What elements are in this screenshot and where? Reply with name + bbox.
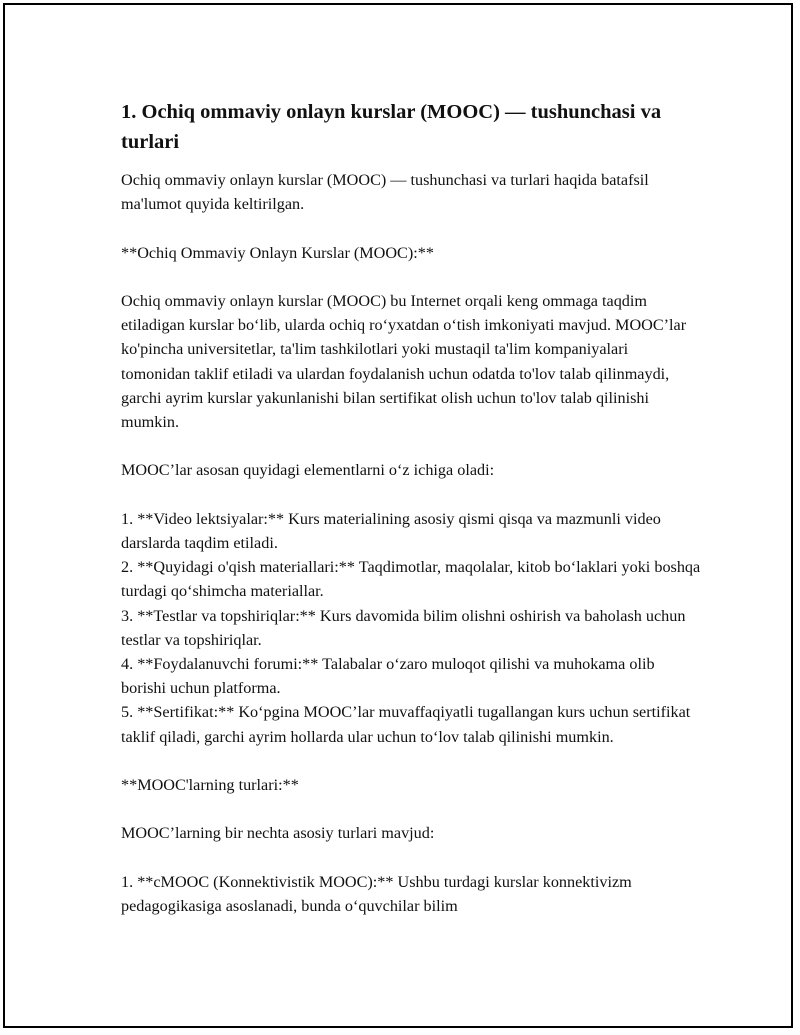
list-item-tests: 3. **Testlar va topshiriqlar:** Kurs davomida bilim olishni oshirish va baholash uchun testlar va topshiriqlar. xyxy=(121,606,690,649)
paragraph-spacer xyxy=(121,265,701,289)
section-heading: 1. Ochiq ommaviy onlayn kurslar (MOOC) — tushunchasi va turlari xyxy=(121,101,662,153)
paragraph-spacer xyxy=(121,216,701,240)
paragraph-spacer xyxy=(121,846,701,870)
paragraph-spacer xyxy=(121,434,701,458)
paragraph-spacer xyxy=(121,483,701,507)
list-item-reading: 2. **Quyidagi o'qish materiallari:** Taqdimotlar, maqolalar, kitob bo‘laklari yoki boshqa turdagi qo‘shimcha materiallar. xyxy=(121,558,705,601)
types-intro-paragraph: MOOC’larning bir nechta asosiy turlari mavjud: xyxy=(121,824,435,843)
list-item-certificate: 5. **Sertifikat:** Ko‘pgina MOOC’lar muvaffaqiyatli tugallangan kurs uchun sertifikat taklif qiladi, garchi ayrim hollarda ular uchun to‘lov talab qilinishi mumkin. xyxy=(121,703,695,746)
paragraph-spacer xyxy=(121,749,701,773)
document-page xyxy=(3,3,793,1028)
list-item-forum: 4. **Foydalanuvchi forumi:** Talabalar o‘zaro muloqot qilishi va muhokama olib borishi uchun platforma. xyxy=(121,655,659,698)
mooc-subheading: **Ochiq Ommaviy Onlayn Kurslar (MOOC):** xyxy=(121,243,434,262)
elements-intro-paragraph: MOOC’lar asosan quyidagi elementlarni o‘z ichiga oladi: xyxy=(121,461,495,480)
paragraph-spacer xyxy=(121,797,701,821)
list-item-cmooc: 1. **cMOOC (Konnektivistik MOOC):** Ushbu turdagi kurslar konnektivizm pedagogikasiga asoslanadi, bunda o‘quvchilar bilim xyxy=(121,872,636,915)
intro-paragraph: Ochiq ommaviy onlayn kurslar (MOOC) — tushunchasi va turlari haqida batafsil ma'lumot quyida keltirilgan. xyxy=(121,171,653,214)
types-subheading: **MOOC'larning turlari:** xyxy=(121,776,299,794)
definition-paragraph: Ochiq ommaviy onlayn kurslar (MOOC) bu Internet orqali keng ommaga taqdim etiladigan kurslar bo‘lib, ularda ochiq ro‘yxatdan o‘tish imkoniyati mavjud. MOOC’lar ko'pincha universitetlar, ta'lim tashkilotlari yoki mustaqil ta'lim kompaniyalari tomonidan taklif etiladi va ulardan foydalanish uchun odatda to'lov talab qilinmaydi, garchi ayrim kurslar yakunlanishi bilan sertifikat olish uchun to'lov talab qilinishi mumkin. xyxy=(121,291,691,431)
document-content xyxy=(121,97,705,918)
list-item-video: 1. **Video lektsiyalar:** Kurs materialining asosiy qismi qisqa va mazmunli video darslarda taqdim etiladi. xyxy=(121,509,665,552)
